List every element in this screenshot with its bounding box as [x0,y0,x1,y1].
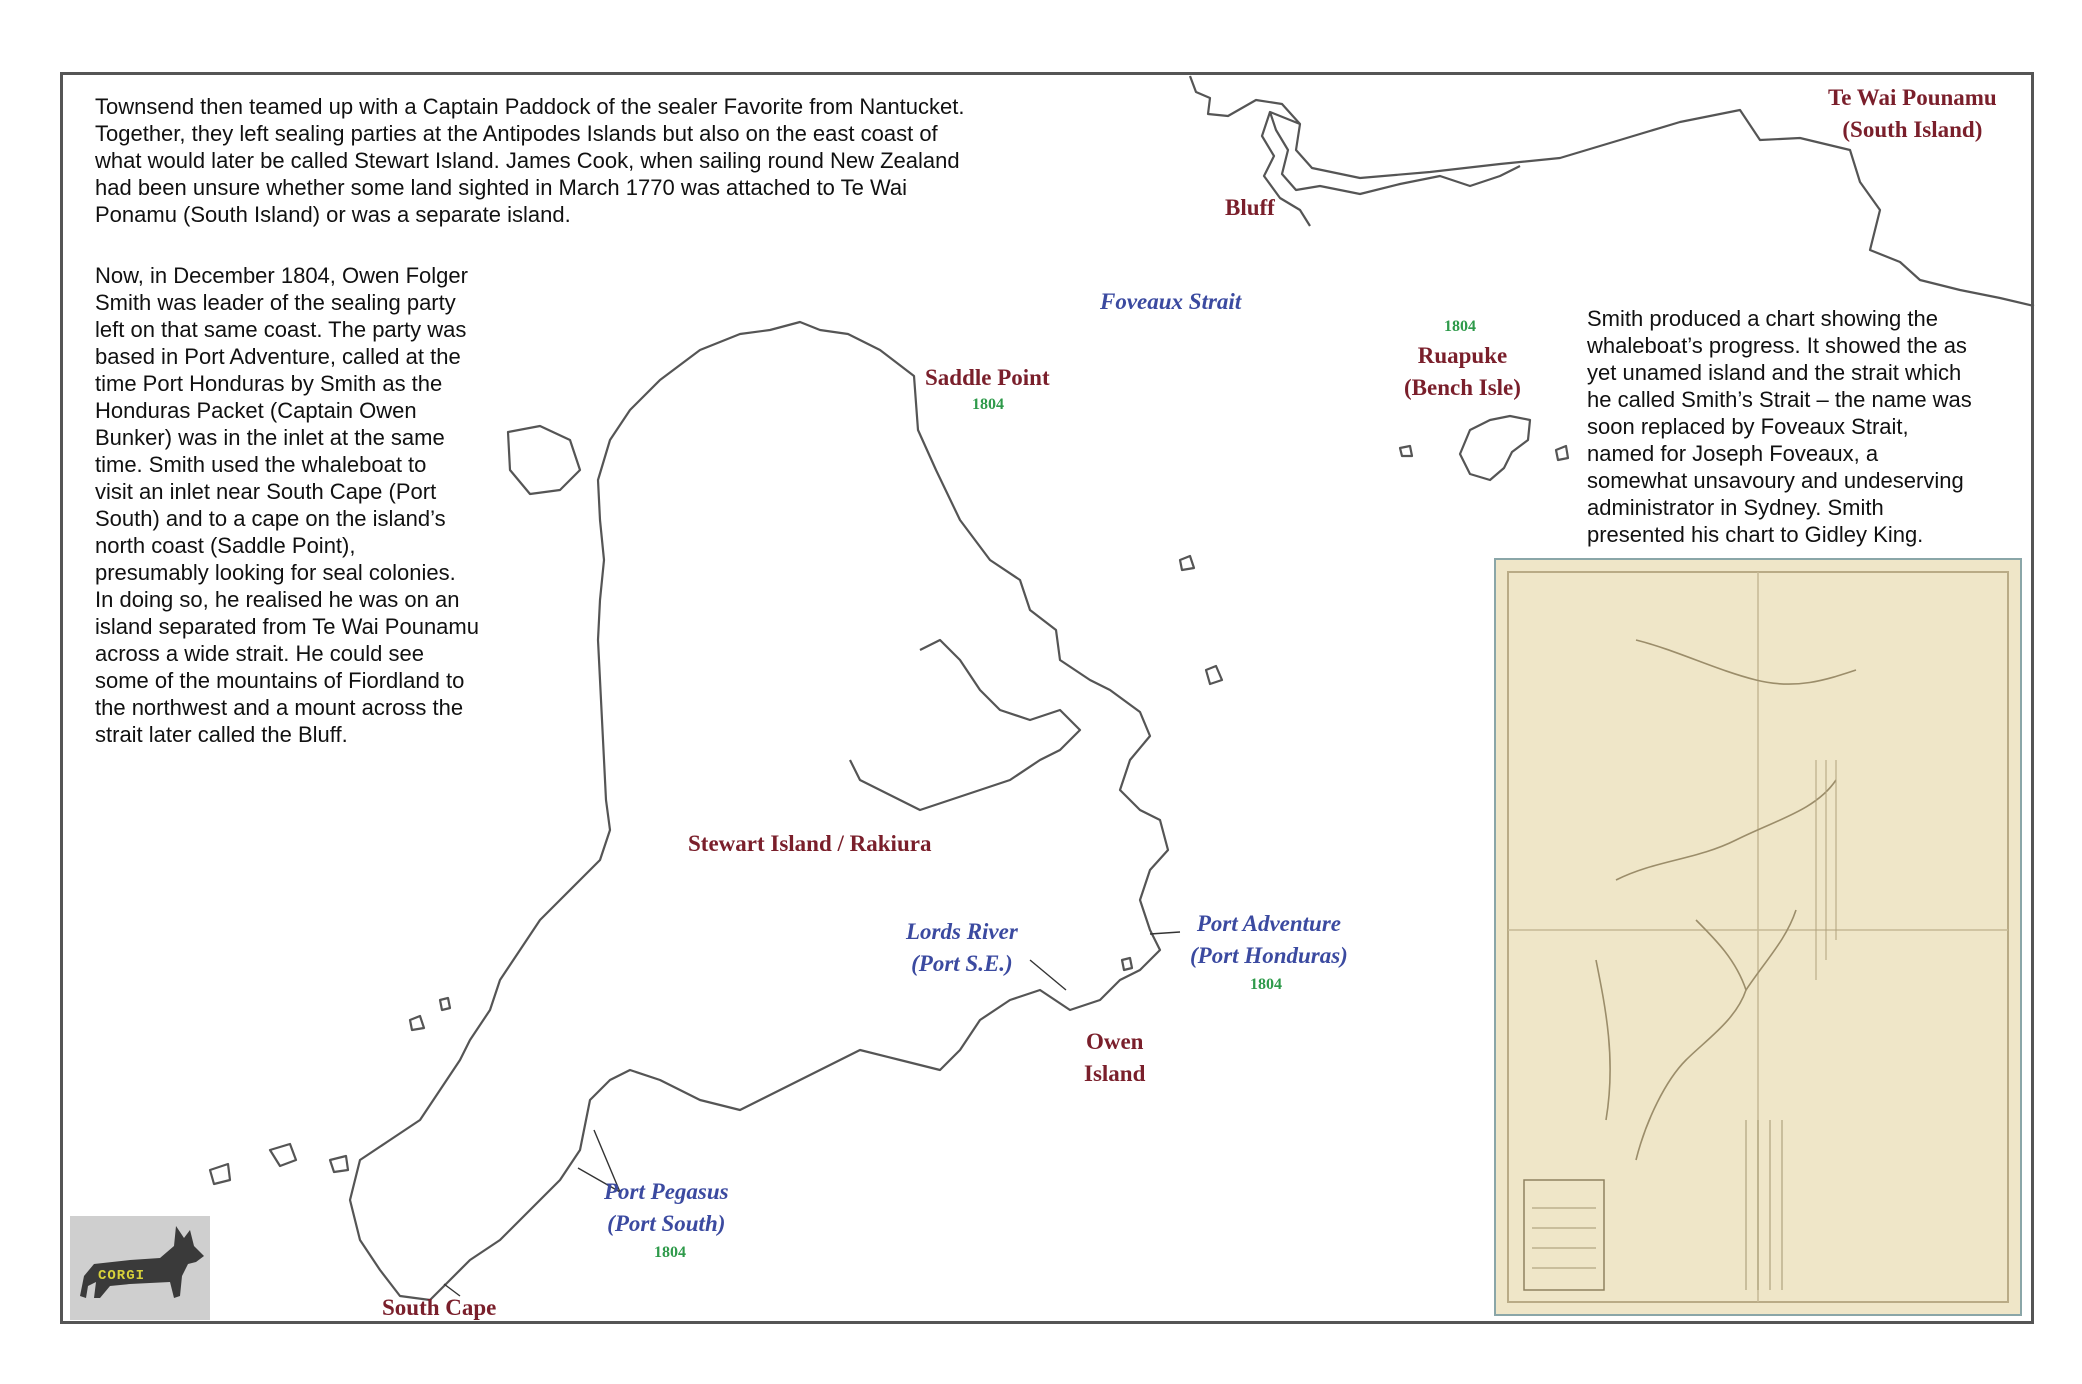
islet-8 [440,998,450,1010]
year-ruapuke: 1804 [1444,318,1476,335]
label-port-adventure: Port Adventure (Port Honduras) [1190,911,1348,968]
label-bluff: Bluff [1225,195,1275,220]
islet-9 [1122,958,1132,970]
islet-7 [410,1016,424,1030]
historical-chart-image [1494,558,2022,1316]
label-port-pegasus: Port Pegasus (Port South) [604,1179,729,1236]
label-lords-river: Lords River (Port S.E.) [906,919,1018,976]
label-stewart-island: Stewart Island / Rakiura [688,831,932,856]
paterson-inlet [850,640,1080,810]
label-owen-island: Owen Island [1084,1029,1146,1086]
label-south-cape: South Cape [382,1295,497,1320]
ruapuke-island [1460,416,1530,480]
islet-4 [270,1144,296,1166]
year-saddle-point: 1804 [972,396,1004,413]
islet-2 [1400,446,1412,456]
label-foveaux-strait: Foveaux Strait [1100,289,1242,314]
corgi-logo [70,1216,210,1320]
islet-6 [330,1156,348,1172]
islet-1 [1180,556,1194,570]
islet-3 [1556,446,1568,460]
year-port-pegasus: 1804 [654,1244,686,1261]
year-port-adventure: 1804 [1250,976,1282,993]
smith-paragraph: Now, in December 1804, Owen Folger Smith was leader of the sealing party left on that same coast. The party was based in Port Adventure, called at the time Port Honduras by Smith as the Honduras Packet (Captain Owen Bunker) was in the inlet at the same time. Smith used the whaleboat to visit an inlet near South Cape (Port South) and to a cape on the island’s north coast (Saddle Point), presumably looking for seal colonies. In doing so, he realised he was on an island separated from Te Wai Pounamu across a wide strait. He could see some of the mountains of Fiordland to the northwest and a mount across the strait later called the Bluff. [95,263,479,747]
chart-paragraph: Smith produced a chart showing the whaleboat’s progress. It showed the as yet unamed island and the strait which he called Smith’s Strait – the name was soon replaced by Foveaux Strait, named for Joseph Foveaux, a somewhat unsavoury and undeserving administrator in Sydney. Smith presented his chart to Gidley King. [1587,306,1972,547]
bluff-harbour [1270,112,1520,194]
intro-paragraph: Townsend then teamed up with a Captain Paddock of the sealer Favorite from Nantucket. Together, they left sealing parties at the Antipodes Islands but also on the east coast of what would later be called Stewart Island. James Cook, when sailing round New Zealand had been unsure whether some land sighted in March 1770 was attached to Te Wai Ponamu (South Island) or was a separate island. [95,94,965,227]
islet-5 [210,1164,230,1184]
label-te-wai-pounamu: Te Wai Pounamu (South Island) [1828,85,1997,142]
ulva-island [1206,666,1222,684]
label-saddle-point: Saddle Point [925,365,1050,390]
logo-text: CORGI [98,1268,146,1284]
historical-chart-drawing [1496,560,2022,1316]
label-ruapuke: Ruapuke (Bench Isle) [1404,343,1521,400]
